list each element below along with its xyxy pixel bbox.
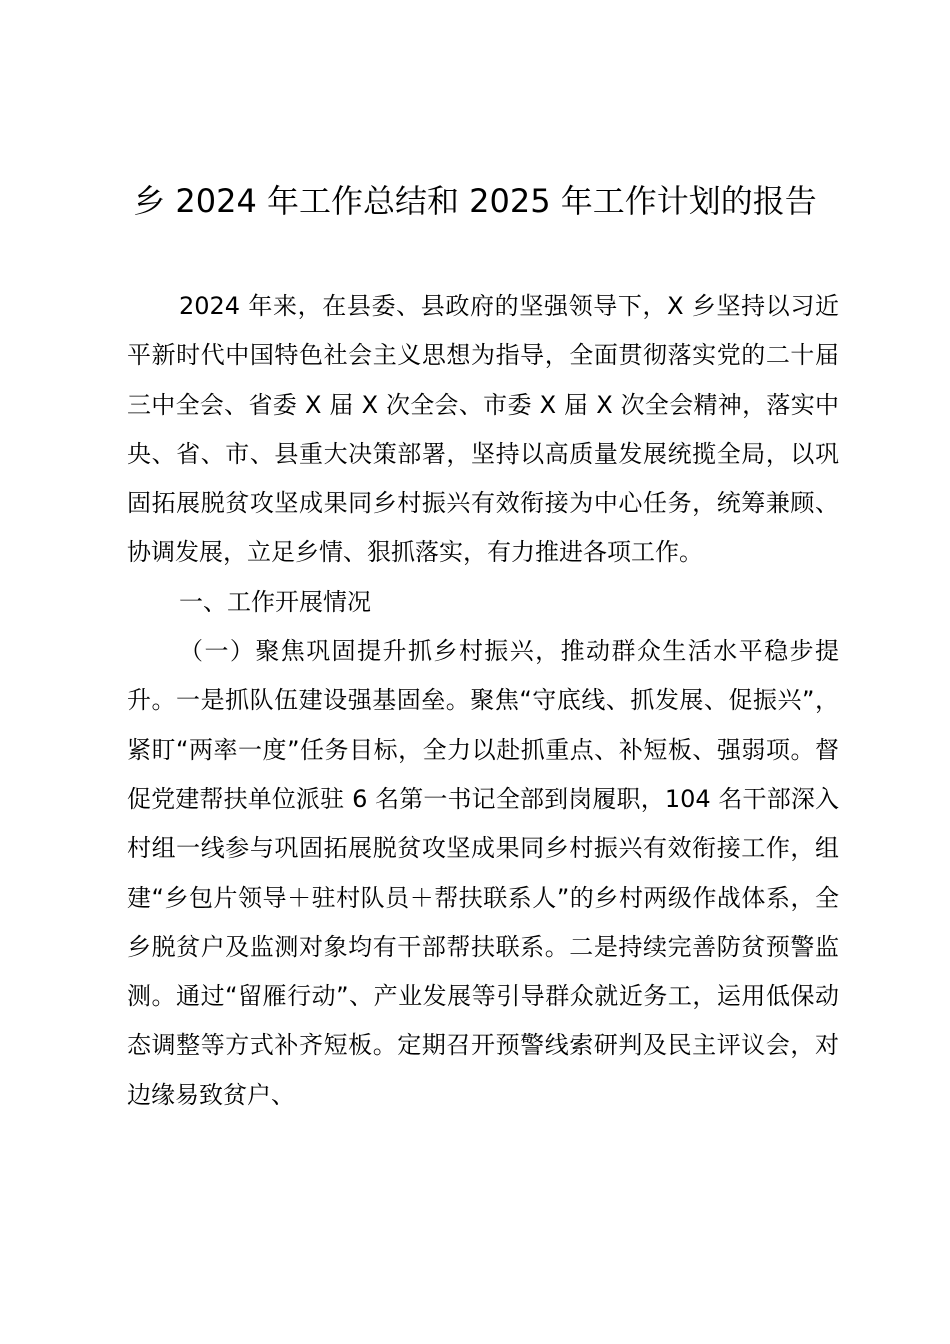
section-heading: 一、工作开展情况 (179, 587, 371, 616)
document-title: 乡 2024 年工作总结和 2025 年工作计划的报告 (133, 182, 817, 220)
section-paragraph: （一）聚焦巩固提升抓乡村振兴，推动群众生活水平稳步提升。一是抓队伍建设强基固垒。聚焦“守底线、抓发展、促振兴”，紧盯“两率一度”任务目标，全力以赴抓重点、补短板、强弱项。督促党建帮扶单位派驻 6 名第一书记全部到岗履职，104 名干部深入村组一线参与巩固拓展脱贫攻坚成果同乡村振兴有效衔接工作，组建“乡包片领导＋驻村队员＋帮扶联系人”的乡村两级作战体系，全乡脱贫户及监测对象均有干部帮扶联系。二是持续完善防贫预警监测。通过“留雁行动”、产业发展等引导群众就近务工，运用低保动态调整等方式补齐短板。定期召开预警线索研判及民主评议会，对边缘易致贫户、 (127, 637, 839, 1109)
intro-paragraph: 2024 年来，在县委、县政府的坚强领导下，X 乡坚持以习近平新时代中国特色社会主义思想为指导，全面贯彻落实党的二十届三中全会、省委 X 届 X 次全会、市委 X 届 X 次全会精神，落实中央、省、市、县重大决策部署，坚持以高质量发展统揽全局，以巩固拓展脱贫攻坚成果同乡村振兴有效衔接为中心任务，统筹兼顾、协调发展，立足乡情、狠抓落实，有力推进各项工作。 (127, 292, 839, 567)
document-body (127, 282, 839, 1120)
